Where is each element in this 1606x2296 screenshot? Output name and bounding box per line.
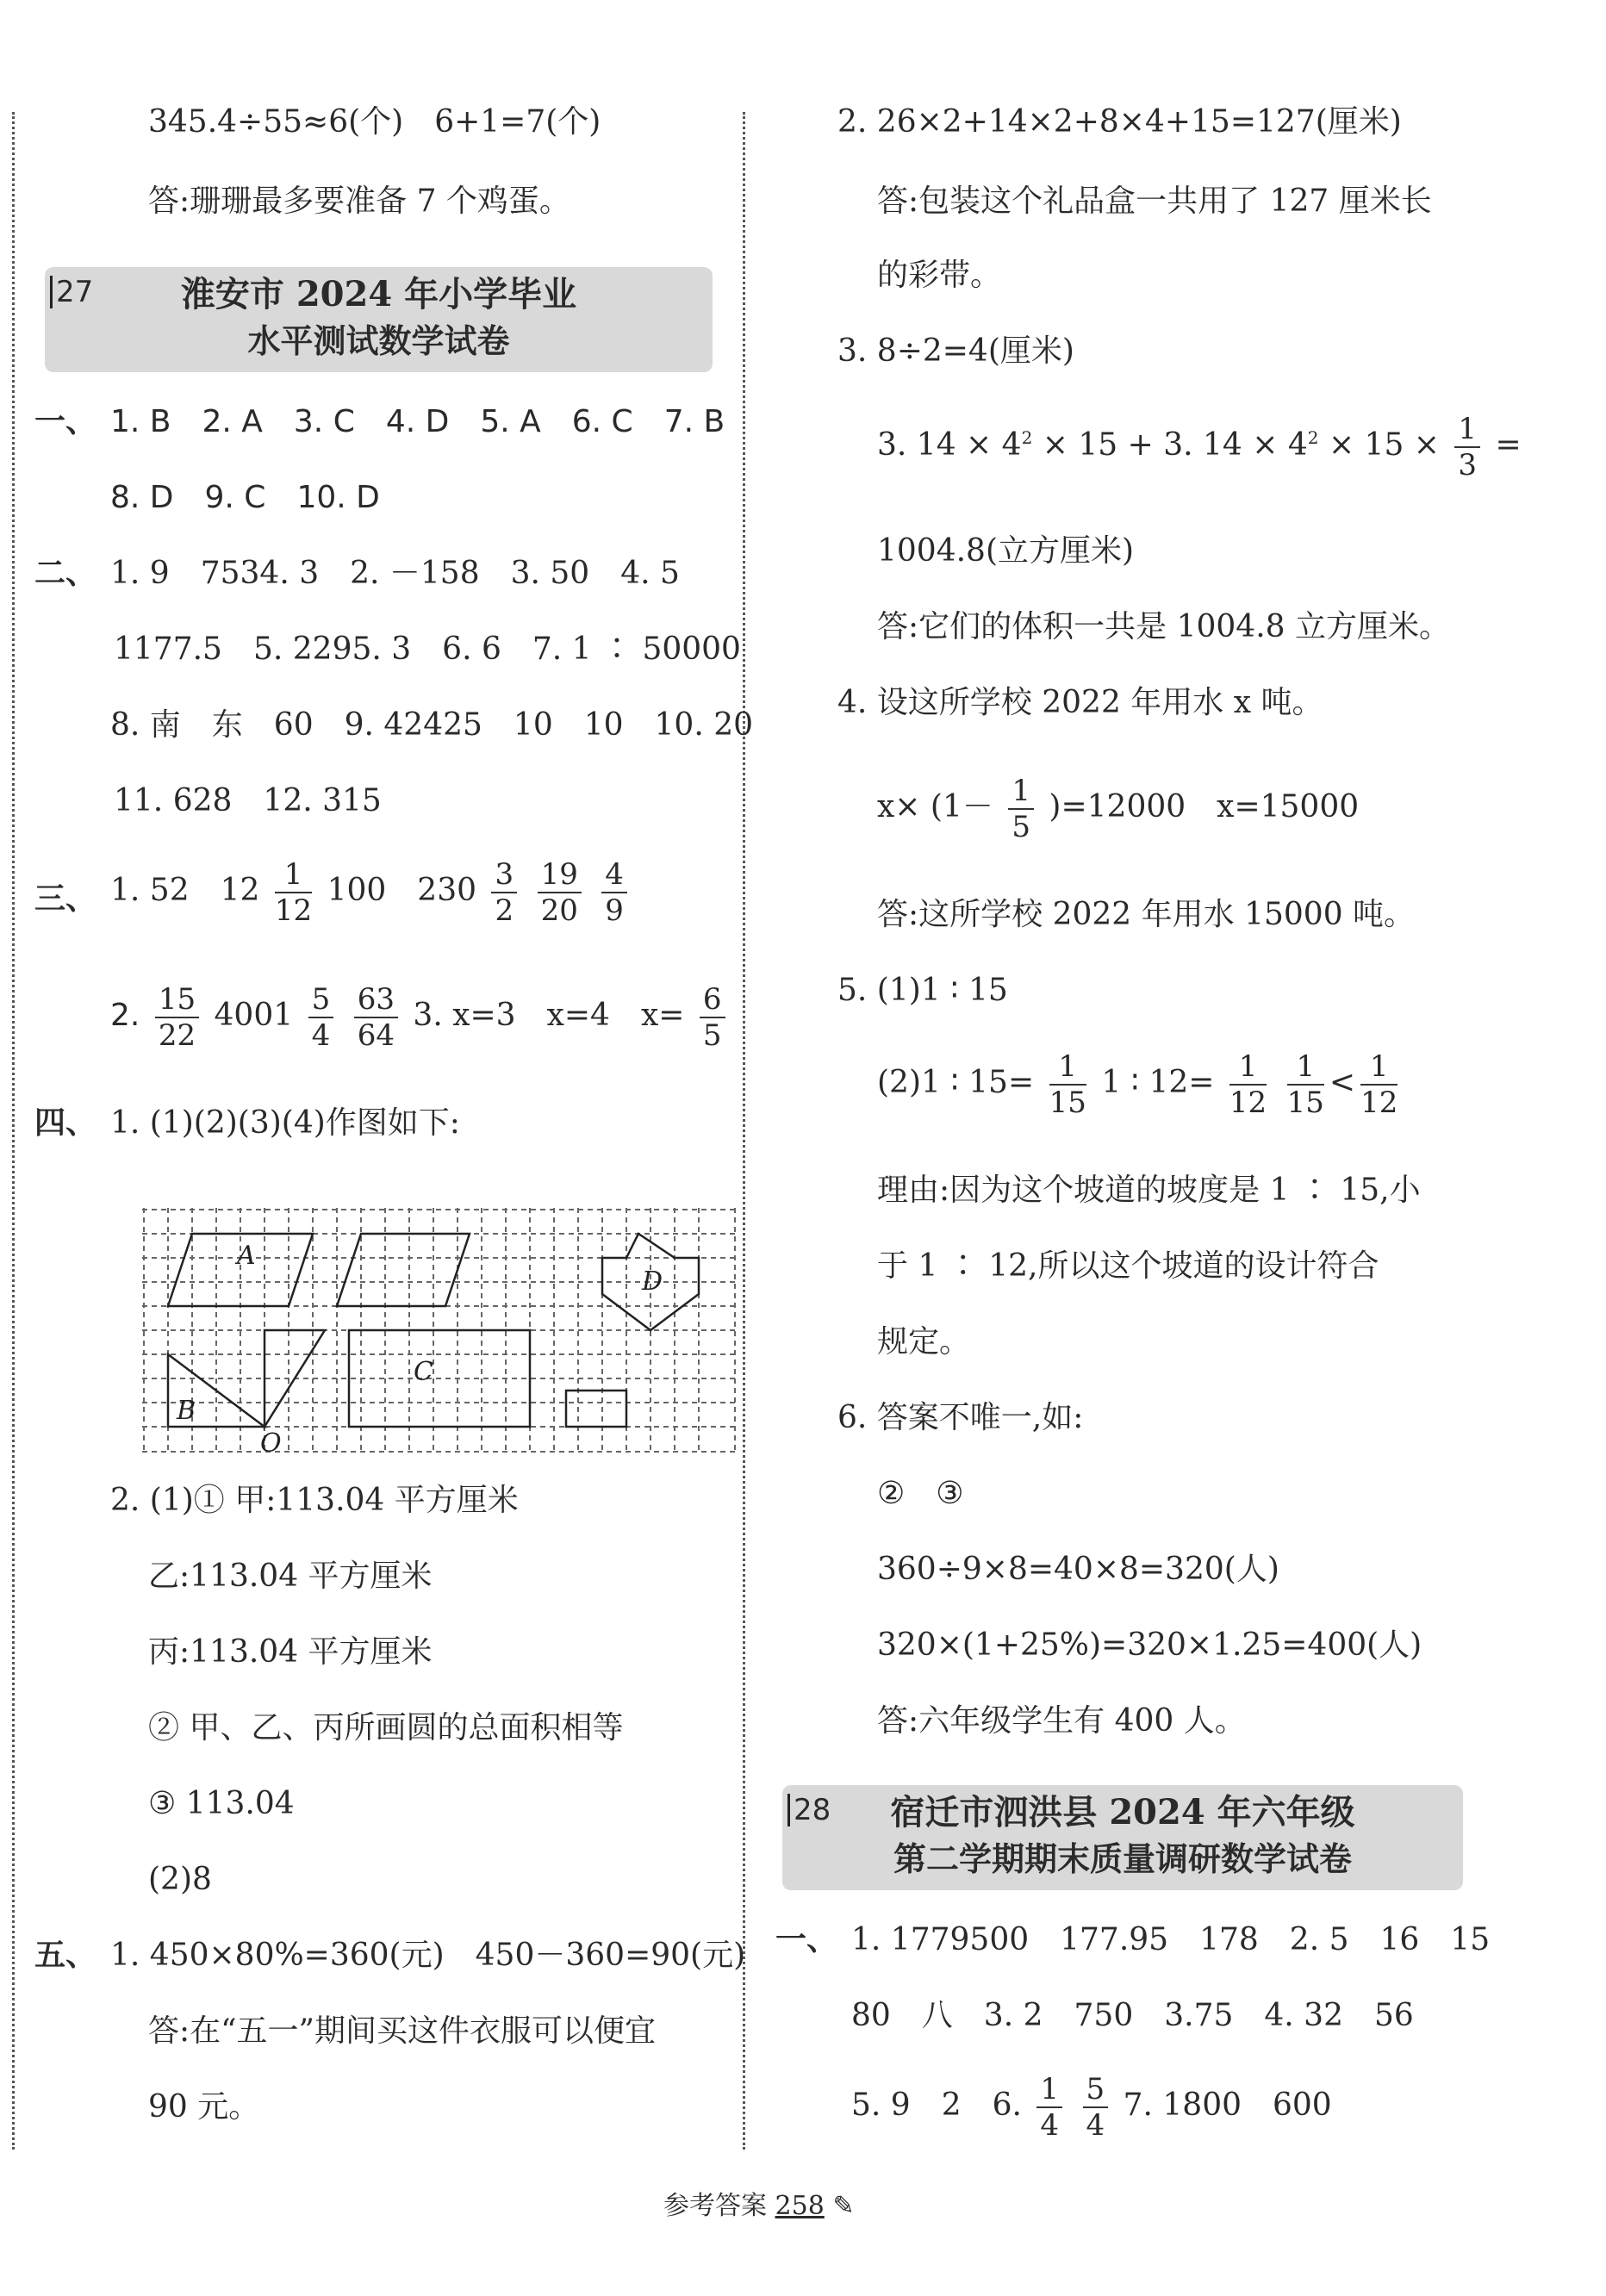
- numerator: 5: [308, 982, 334, 1018]
- numerator: 1: [1008, 774, 1034, 810]
- fraction: [1454, 412, 1480, 482]
- denominator: 12: [274, 893, 313, 928]
- text-line: 答:珊珊最多要准备 7 个鸡蛋。: [148, 184, 570, 219]
- text-line: 2. (1)① 甲:113.04 平方厘米: [110, 1483, 519, 1518]
- text-line: ② ③: [877, 1476, 964, 1511]
- text-line: 1. (1)(2)(3)(4)作图如下:: [110, 1105, 460, 1141]
- banner-title-line1: 宿迁市泗洪县 2024 年六年级: [890, 1792, 1355, 1832]
- section-label: 四、: [34, 1105, 97, 1141]
- section-label: 三、: [34, 881, 97, 917]
- text: )=12000 x=15000: [1049, 789, 1360, 824]
- label-d: D: [642, 1266, 663, 1297]
- text-line: 1. 1779500 177.95 178 2. 5 16 15: [851, 1922, 1491, 1957]
- text-line: 3. 8÷2=4(厘米): [837, 333, 1074, 369]
- text: 5. 9 2 6.: [851, 2088, 1022, 2123]
- fraction: [491, 857, 517, 928]
- denominator: 4: [311, 1018, 331, 1053]
- text-line: 1. B 2. A 3. C 4. D 5. A 6. C 7. B: [110, 404, 725, 439]
- text-line: 360÷9×8=40×8=320(人): [877, 1552, 1279, 1587]
- fraction: [1008, 774, 1034, 844]
- footer-label: 参考答案: [663, 2191, 767, 2221]
- text-line: (2)8: [148, 1862, 212, 1897]
- numerator: 1: [1360, 1049, 1397, 1086]
- text-line: 80 八 3. 2 750 3.75 4. 32 56: [851, 1998, 1414, 2033]
- denominator: 5: [1012, 810, 1030, 844]
- denominator: 5: [702, 1018, 722, 1053]
- text: × 15 ×: [1318, 427, 1440, 463]
- page-number: 258: [775, 2191, 825, 2221]
- section-label: 一、: [34, 404, 97, 439]
- text: 1. 52 12: [110, 873, 260, 908]
- text-line: 1004.8(立方厘米): [877, 533, 1135, 569]
- fraction: [1083, 2072, 1109, 2143]
- page-footer: [663, 2184, 855, 2222]
- text-line: 理由:因为这个坡道的坡度是 1 ∶ 15,小: [877, 1173, 1421, 1208]
- denominator: 4: [1040, 2108, 1060, 2143]
- label-b: B: [177, 1396, 196, 1426]
- banner-title-line2: 第二学期期末质量调研数学试卷: [893, 1839, 1352, 1878]
- banner-number: 28: [787, 1794, 831, 1826]
- text: x× (1－: [877, 789, 993, 824]
- section-banner-28: [782, 1785, 1463, 1890]
- fraction: [308, 982, 334, 1053]
- text-line: 1177.5 5. 2295. 3 6. 6 7. 1 ∶ 50000: [114, 632, 741, 667]
- text-line: 90 元。: [148, 2089, 260, 2125]
- text: 3. x=3 x=4 x=: [413, 998, 685, 1033]
- text-line: 8. 南 东 60 9. 42425 10 10 10. 20: [110, 707, 754, 743]
- fraction-line: [851, 2072, 1332, 2143]
- center-dotted-divider: [743, 112, 745, 2150]
- denominator: 22: [158, 1018, 196, 1053]
- left-margin-dotted-line: [12, 112, 15, 2150]
- text-line: 4. 设这所学校 2022 年用水 x 吨。: [837, 685, 1323, 720]
- numerator: 4: [601, 857, 627, 893]
- text-line: 答:这所学校 2022 年用水 15000 吨。: [877, 897, 1416, 932]
- fraction-line: [110, 982, 731, 1053]
- text: (2)1 ∶ 15=: [877, 1065, 1035, 1100]
- text-line: 320×(1+25%)=320×1.25=400(人): [877, 1627, 1422, 1663]
- fraction: [538, 857, 582, 928]
- numerator: 3: [491, 857, 517, 893]
- denominator: 4: [1086, 2108, 1105, 2143]
- fraction: [1049, 1049, 1086, 1120]
- denominator: 15: [1286, 1086, 1324, 1120]
- fraction-line: [110, 857, 632, 928]
- rectangle-small: [566, 1391, 626, 1427]
- text-line: 答:包装这个礼品盒一共用了 127 厘米长: [877, 184, 1432, 219]
- fraction: [601, 857, 627, 928]
- text: 100 230: [327, 873, 477, 908]
- less-than: <: [1329, 1065, 1356, 1100]
- text-line: 答:六年级学生有 400 人。: [877, 1703, 1246, 1739]
- fraction: [1036, 2072, 1062, 2143]
- fraction: [700, 982, 725, 1053]
- pencil-icon: ✎: [832, 2191, 855, 2221]
- numerator: 1: [1049, 1049, 1086, 1086]
- label-o: O: [260, 1428, 282, 1453]
- text-line: 答:在“五一”期间买这件衣服可以便宜: [148, 2013, 656, 2049]
- text-line: 于 1 ∶ 12,所以这个坡道的设计符合: [877, 1248, 1379, 1284]
- text-line: 11. 628 12. 315: [114, 783, 382, 818]
- text-line: 345.4÷55≈6(个) 6+1=7(个): [148, 104, 601, 140]
- text-line: 1. 9 7534. 3 2. －158 3. 50 4. 5: [110, 556, 680, 591]
- section-label: 五、: [34, 1938, 97, 1973]
- banner-number: 27: [50, 276, 93, 308]
- text-line: 乙:113.04 平方厘米: [148, 1559, 433, 1594]
- geometry-grid-figure: [142, 1208, 737, 1453]
- fraction: [155, 982, 199, 1053]
- exponent: 2: [1021, 427, 1033, 448]
- numerator: 6: [700, 982, 725, 1018]
- text-line: ③ 113.04: [148, 1786, 295, 1821]
- denominator: 9: [605, 893, 624, 928]
- denominator: 64: [357, 1018, 395, 1053]
- parallelogram-translated: [337, 1234, 470, 1306]
- text-line: 规定。: [877, 1324, 971, 1360]
- text-line: 的彩带。: [877, 258, 1002, 293]
- label-c: C: [414, 1357, 433, 1387]
- numerator: 1: [275, 857, 312, 893]
- banner-title-line2: 水平测试数学试卷: [247, 321, 510, 360]
- text-line: 6. 答案不唯一,如:: [837, 1400, 1084, 1435]
- text: 4001: [214, 998, 294, 1033]
- exponent: 2: [1307, 427, 1319, 448]
- fraction: [1360, 1049, 1397, 1120]
- formula-line: [877, 774, 1359, 844]
- fraction: [354, 982, 398, 1053]
- denominator: 2: [495, 893, 514, 928]
- section-label: 一、: [775, 1922, 838, 1957]
- text: 1 ∶ 12=: [1101, 1065, 1215, 1100]
- section-banner-27: [45, 267, 713, 372]
- text: =: [1495, 427, 1522, 463]
- numerator: 1: [1036, 2072, 1062, 2108]
- numerator: 1: [1454, 412, 1480, 448]
- numerator: 1: [1287, 1049, 1324, 1086]
- denominator: 12: [1229, 1086, 1267, 1120]
- fraction: [1287, 1049, 1324, 1120]
- text-line: 答:它们的体积一共是 1004.8 立方厘米。: [877, 609, 1450, 644]
- banner-title-line1: 淮安市 2024 年小学毕业: [180, 274, 577, 314]
- text: × 15 + 3. 14 × 4: [1032, 427, 1308, 463]
- denominator: 15: [1049, 1086, 1086, 1120]
- formula-line: [877, 412, 1522, 482]
- text-line: 5. (1)1 ∶ 15: [837, 973, 1008, 1008]
- denominator: 20: [540, 893, 578, 928]
- text-line: 8. D 9. C 10. D: [110, 480, 380, 515]
- fraction: [1229, 1049, 1267, 1120]
- numerator: 1: [1229, 1049, 1267, 1086]
- text-line: 2. 26×2+14×2+8×4+15=127(厘米): [837, 104, 1402, 140]
- formula-line: [877, 1049, 1403, 1120]
- text-line: 1. 450×80%=360(元) 450－360=90(元): [110, 1938, 746, 1973]
- numerator: 19: [538, 857, 582, 893]
- text: 2.: [110, 998, 140, 1033]
- numerator: 15: [155, 982, 199, 1018]
- numerator: 5: [1083, 2072, 1109, 2108]
- numerator: 63: [354, 982, 398, 1018]
- label-a: A: [237, 1241, 256, 1271]
- text: 3. 14 × 4: [877, 427, 1022, 463]
- section-label: 二、: [34, 556, 97, 591]
- denominator: 12: [1360, 1086, 1398, 1120]
- text-line: ② 甲、乙、丙所画圆的总面积相等: [148, 1710, 624, 1745]
- text-line: 丙:113.04 平方厘米: [148, 1634, 433, 1670]
- text: 7. 1800 600: [1123, 2088, 1332, 2123]
- denominator: 3: [1458, 448, 1478, 482]
- fraction: [275, 857, 312, 928]
